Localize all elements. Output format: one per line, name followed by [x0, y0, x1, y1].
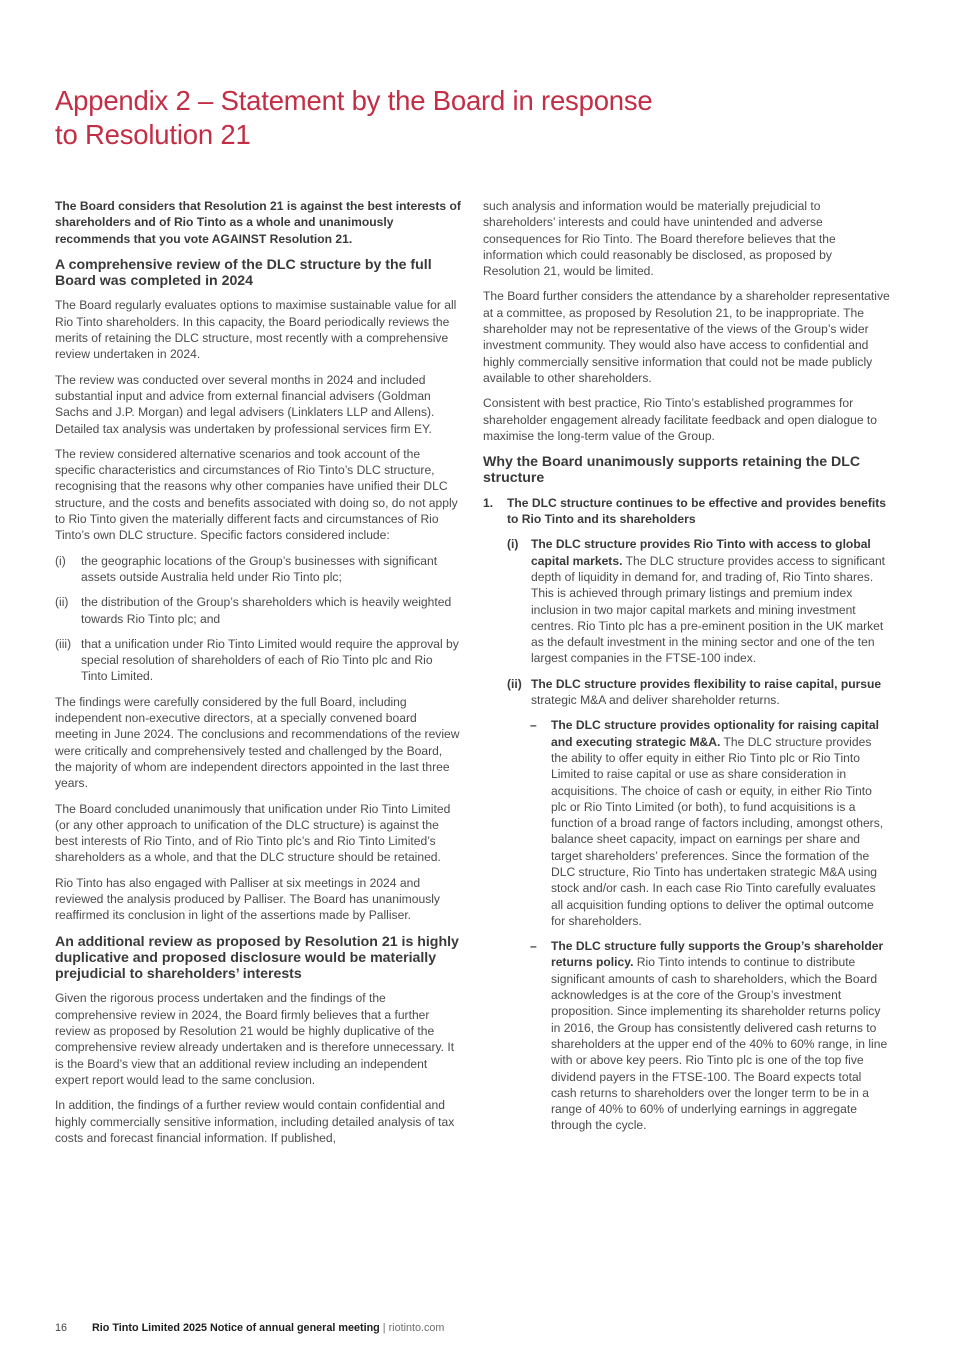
- dash-list-item: [483, 717, 890, 929]
- page-number: 16: [55, 1322, 68, 1334]
- paragraph: The Board concluded unanimously that unification under Rio Tinto Limited (or any other approach to unification of the DLC structure) is against the best interests of Rio Tinto, and of Rio Tinto plc’s and Rio Tinto Limited’s shareholders as a whole, and that the DLC structure should be retained.: [55, 801, 451, 865]
- bold-lead: The DLC structure fully supports the Group’s shareholder returns policy.: [551, 939, 884, 970]
- paragraph: The review considered alternative scenarios and took account of the specific characteristics and circumstances of Rio Tinto’s DLC structure, recognising that the reasons why other companies have unified their DLC structure, and the costs and benefits associated with doing so, do not apply to Rio Tinto given the materially different facts and circumstances of Rio Tinto’s own DLC structure. Specific factors considered include:: [55, 446, 458, 543]
- numbered-item-marker: 1.: [483, 495, 494, 510]
- numbered-item: [483, 495, 890, 528]
- numbered-item-text: The DLC structure continues to be effective and provides benefits to Rio Tinto and its shareholders: [507, 495, 887, 527]
- paragraph: The findings were carefully considered by the full Board, including independent non-executive directors, at a specially convened board meeting in June 2024. The conclusions and recommendations of the review were critically and comprehensively tested and challenged by the Board, the majority of whom are independent directors appointed in the last three years.: [55, 694, 460, 791]
- dash-item-marker: –: [530, 718, 537, 733]
- bold-lead: The DLC structure provides optionality for raising capital and executing strategic M&A.: [551, 718, 879, 749]
- list-marker: (ii): [55, 595, 69, 610]
- roman-list-item: [483, 536, 890, 666]
- section-heading-additional-review: An additional review as proposed by Resolution 21 is highly duplicative and proposed disclosure would be materially prejudicial to shareholders’ interests: [55, 932, 459, 982]
- paragraph: The Board further considers the attendance by a shareholder representative at a committee, as proposed by Resolution 21, to be inappropriate. The shareholder may not be representative of the views of the Group’s wider investment community. They would also have access to confidential and highly commercially sensitive information that could not be made publicly available to other shareholders.: [483, 289, 890, 385]
- item-body-text: The DLC structure provides access to significant depth of liquidity in demand for, and trading of, Rio Tinto shares. This is achieved through primary listings and premium index inclusion in two major capital markets and mining investment centres. Rio Tinto plc has a pre-eminent position in the UK market as the default investment in the mining sector and one of the ten largest companies in the FTSE-100 index.: [531, 553, 886, 666]
- paragraph: Given the rigorous process undertaken and the findings of the comprehensive review in 2024, the Board firmly believes that a further review as proposed by Resolution 21 would be highly duplicative of the comprehensive review already undertaken and is therefore unnecessary. It is the Board’s view that an additional review including an independent expert report would lead to the same conclusion.: [55, 991, 455, 1087]
- item-body-text: Rio Tinto intends to continue to distribute significant amounts of cash to shareholders, which the Board acknowledges is at the core of the Group’s investment proposition. Since implementing its shareholder returns policy in 2016, the Group has consistently delivered cash returns to shareholders at the upper end of the 40% to 60% range, in line with or above key peers. Rio Tinto plc is one of the top five dividend payers in the FTSE-100. The Board expects total cash returns to shareholders over the longer term to be in a range of 40% to 60% of underlying earnings in aggregate through the cycle.: [551, 955, 888, 1133]
- board-recommendation-paragraph: The Board considers that Resolution 21 is against the best interests of shareholders and of Rio Tinto as a whole and unanimously recommends that you vote AGAINST Resolution 21.: [55, 199, 461, 246]
- paragraph: Rio Tinto has also engaged with Palliser at six meetings in 2024 and reviewed the analysis produced by Palliser. The Board has unanimously reaffirmed its conclusion in light of the assertions made by Palliser.: [55, 875, 440, 923]
- dash-item-text: [551, 717, 890, 929]
- section-heading-why-retain-dlc: Why the Board unanimously supports retaining the DLC structure: [483, 453, 861, 486]
- content-columns: [55, 198, 890, 1155]
- item-body-text: The DLC structure provides the ability to offer equity in either Rio Tinto plc or Rio Tinto Limited to raise capital or use as share consideration in acquisitions. The choice of cash or equity, in either Rio Tinto plc or Rio Tinto Limited (or both), to fund acquisitions is a function of a broad range of factors including, amongst others, balance sheet capacity, impact on earnings per share and target shareholders’ preferences. Since the formation of the DLC structure, Rio Tinto has undertaken strategic M&A using stock and/or cash. In each case Rio Tinto carefully evaluates all acquisition funding options to deliver the optimal outcome for shareholders.: [551, 734, 884, 928]
- page-title-line-1: Appendix 2 – Statement by the Board in response: [55, 85, 653, 116]
- roman-list-item: [483, 676, 890, 709]
- list-item: [55, 594, 461, 627]
- list-marker: (i): [55, 553, 66, 568]
- list-item: [55, 553, 461, 586]
- list-item: [55, 636, 461, 685]
- list-item-text: that a unification under Rio Tinto Limited would require the approval by special resolution of shareholders of each of Rio Tinto plc and Rio Tinto Limited.: [81, 636, 459, 684]
- dash-item-marker: –: [530, 939, 537, 954]
- bold-lead: The DLC structure provides Rio Tinto with access to global capital markets.: [531, 537, 871, 568]
- page-title-line-2: to Resolution 21: [55, 118, 251, 150]
- list-marker: (iii): [55, 636, 72, 651]
- paragraph: The review was conducted over several months in 2024 and included substantial input and advice from external financial advisers (Goldman Sachs and J.P. Morgan) and legal advisers (Linklaters LLP and Allens). Detailed tax analysis was undertaken by professional services firm EY.: [55, 372, 435, 436]
- paragraph: such analysis and information would be materially prejudicial to shareholders’ interests and could have unintended and adverse consequences for Rio Tinto. The Board therefore believes that the information which could reasonably be disclosed, as proposed by Resolution 21, would be limited.: [483, 199, 836, 279]
- paragraph: In addition, the findings of a further review would contain confidential and highly commercially sensitive information, including detailed analysis of tax costs and forecast financial information. If published,: [55, 1098, 455, 1145]
- right-column: [483, 198, 890, 1155]
- roman-item-text: [531, 676, 890, 709]
- left-column: [55, 198, 461, 1155]
- roman-item-marker: (i): [507, 537, 519, 552]
- footer-website: | riotinto.com: [379, 1322, 445, 1334]
- dash-item-text: [551, 938, 890, 1134]
- dash-list-item: [483, 938, 890, 1134]
- paragraph: Consistent with best practice, Rio Tinto’s established programmes for shareholder engagement already facilitate feedback and open dialogue to maximise the long-term value of the Group.: [483, 396, 878, 443]
- page-title: [55, 84, 653, 151]
- list-item-text: the geographic locations of the Group’s businesses with significant assets outside Australia held under Rio Tinto plc;: [81, 553, 438, 584]
- bold-lead: The DLC structure provides flexibility to raise capital, pursue: [531, 676, 882, 691]
- paragraph: The Board regularly evaluates options to maximise sustainable value for all Rio Tinto shareholders. In this capacity, the Board periodically reviews the merits of retaining the DLC structure, most recently with a comprehensive review undertaken in 2024.: [55, 298, 457, 362]
- list-item-text: the distribution of the Group’s shareholders which is heavily weighted towards Rio Tinto plc; and: [81, 595, 452, 626]
- section-heading-comprehensive-review: A comprehensive review of the DLC structure by the full Board was completed in 2024: [55, 255, 432, 289]
- item-body-text: strategic M&A and deliver shareholder returns.: [531, 693, 780, 708]
- footer-document-title: Rio Tinto Limited 2025 Notice of annual general meeting: [92, 1322, 380, 1334]
- roman-item-text: [531, 536, 890, 666]
- roman-item-marker: (ii): [507, 676, 522, 691]
- page-footer: [55, 1322, 444, 1335]
